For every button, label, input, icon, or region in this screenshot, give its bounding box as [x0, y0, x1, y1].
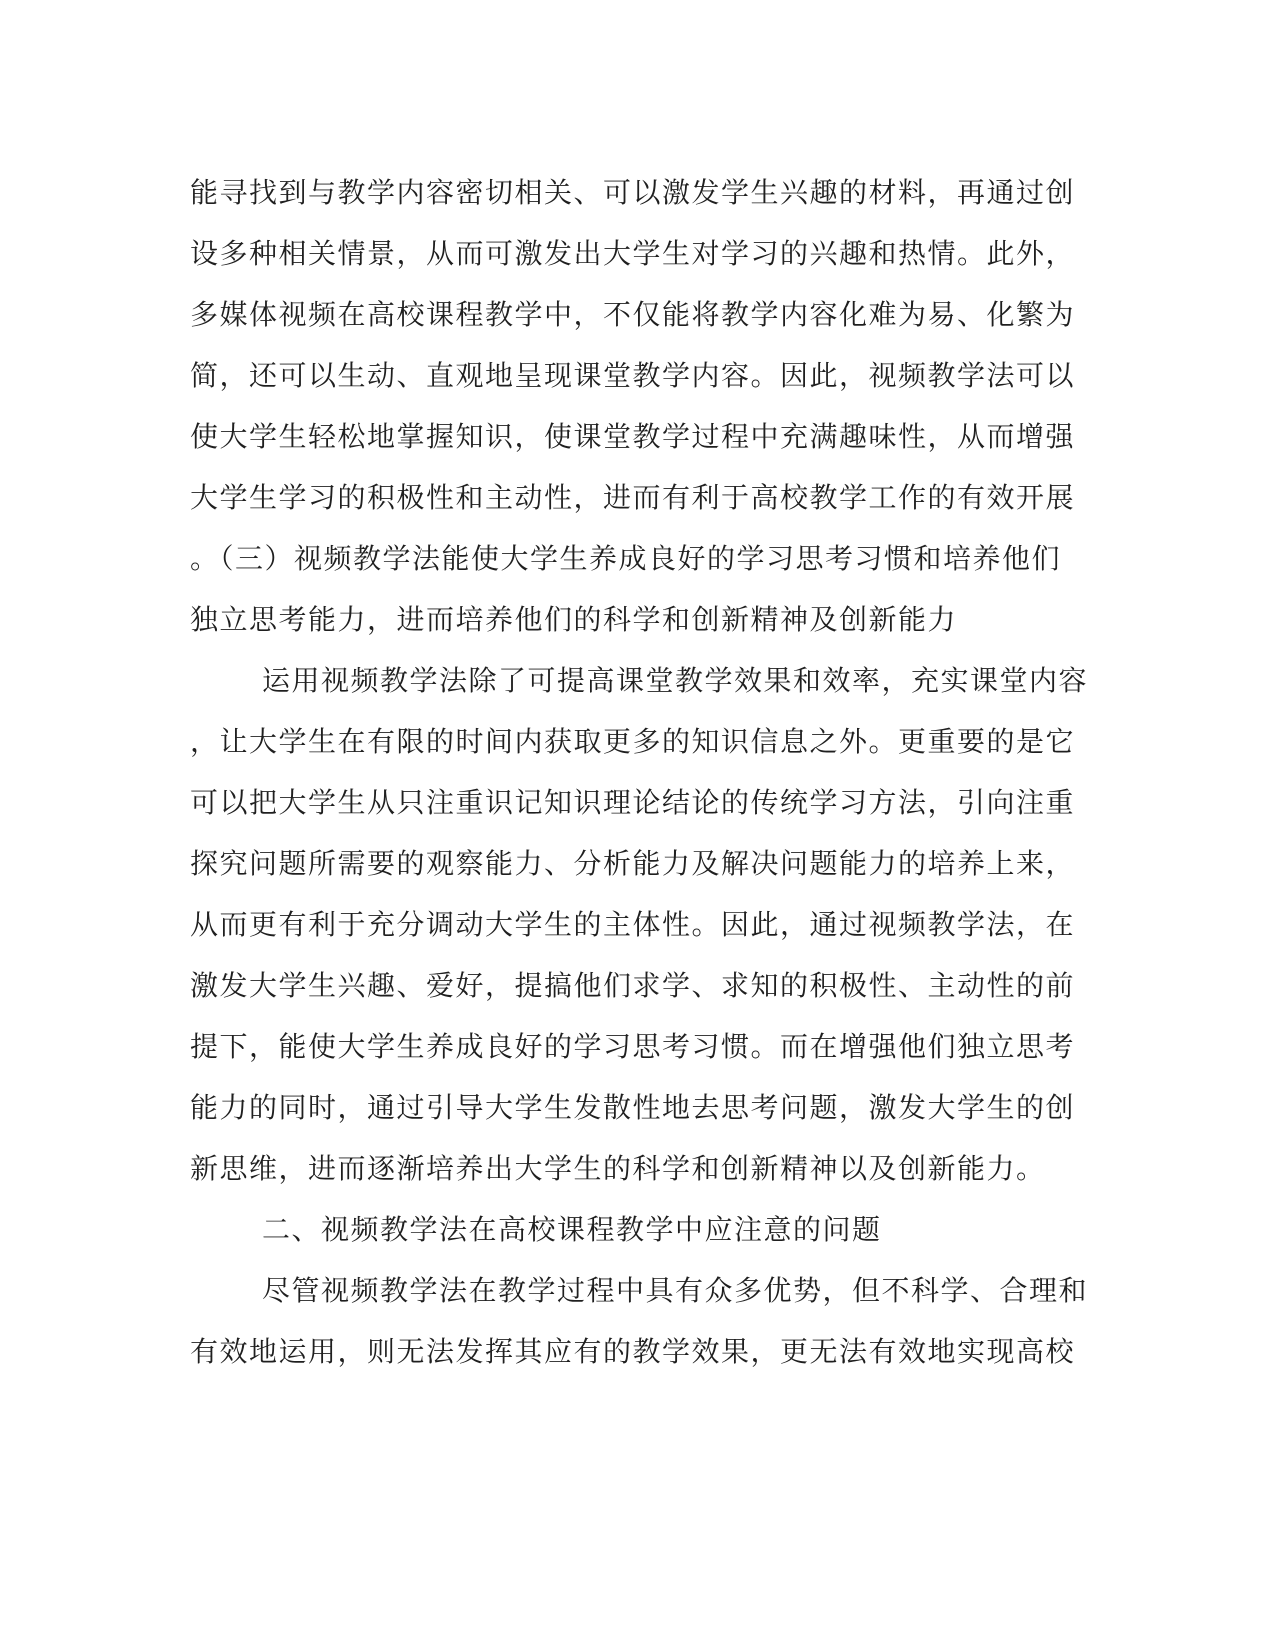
text-line: 独立思考能力，进而培养他们的科学和创新精神及创新能力	[190, 603, 958, 636]
paragraph-start-line: 运用视频教学法除了可提高课堂教学效果和效率，充实课堂内容	[262, 664, 1089, 697]
text-line: 使大学生轻松地掌握知识，使课堂教学过程中充满趣味性，从而增强	[190, 420, 1076, 453]
text-line: 激发大学生兴趣、爱好，提搞他们求学、求知的积极性、主动性的前	[190, 969, 1076, 1002]
text-line: 多媒体视频在高校课程教学中，不仅能将教学内容化难为易、化繁为	[190, 298, 1076, 331]
text-line: 可以把大学生从只注重识记知识理论结论的传统学习方法，引向注重	[190, 786, 1076, 819]
text-line: 能力的同时，通过引导大学生发散性地去思考问题，激发大学生的创	[190, 1091, 1076, 1124]
text-line: 。（三）视频教学法能使大学生养成良好的学习思考习惯和培养他们	[190, 542, 1062, 575]
text-line: 新思维，进而逐渐培养出大学生的科学和创新精神以及创新能力。	[190, 1152, 1046, 1185]
text-line: 能寻找到与教学内容密切相关、可以激发学生兴趣的材料，再通过创	[190, 176, 1076, 209]
text-line: 设多种相关情景，从而可激发出大学生对学习的兴趣和热情。此外，	[190, 237, 1076, 270]
text-line: 有效地运用，则无法发挥其应有的教学效果，更无法有效地实现高校	[190, 1335, 1076, 1368]
text-line: 从而更有利于充分调动大学生的主体性。因此，通过视频教学法，在	[190, 908, 1076, 941]
text-line: 大学生学习的积极性和主动性，进而有利于高校教学工作的有效开展	[190, 481, 1076, 514]
section-heading: 二、视频教学法在高校课程教学中应注意的问题	[262, 1213, 882, 1246]
text-line: 提下，能使大学生养成良好的学习思考习惯。而在增强他们独立思考	[190, 1030, 1076, 1063]
text-line: ，让大学生在有限的时间内获取更多的知识信息之外。更重要的是它	[190, 725, 1076, 758]
text-line: 简，还可以生动、直观地呈现课堂教学内容。因此，视频教学法可以	[190, 359, 1076, 392]
text-line: 探究问题所需要的观察能力、分析能力及解决问题能力的培养上来，	[190, 847, 1076, 880]
paragraph-start-line: 尽管视频教学法在教学过程中具有众多优势，但不科学、合理和	[262, 1274, 1089, 1307]
body-text	[190, 162, 1090, 1382]
